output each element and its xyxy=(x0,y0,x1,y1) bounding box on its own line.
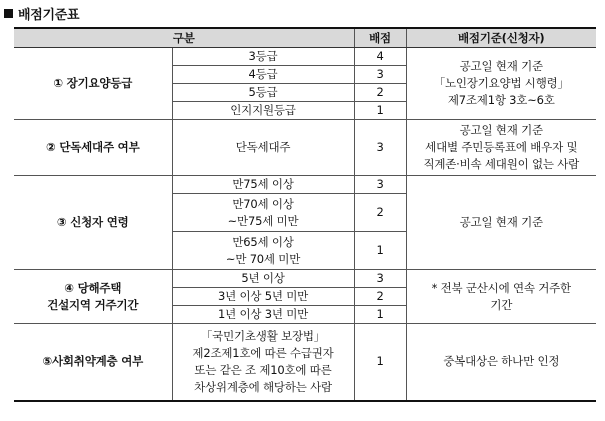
score-cell: 4 xyxy=(354,48,406,66)
category-cell xyxy=(14,48,172,120)
text-line: 인지지원등급 xyxy=(230,103,296,117)
score-cell: 2 xyxy=(354,288,406,306)
header-basis: 배점기준(신청자) xyxy=(406,28,596,48)
score-cell: 1 xyxy=(354,324,406,401)
text-line: 만75세 이상 xyxy=(232,177,294,191)
condition-cell xyxy=(172,288,354,306)
text-line: 3년 이상 5년 미만 xyxy=(217,289,309,303)
text-line: ③ 신청자 연령 xyxy=(56,215,129,229)
text-line: 3등급 xyxy=(248,49,278,63)
basis-cell xyxy=(406,324,596,401)
category-cell xyxy=(14,120,172,176)
header-score: 배점 xyxy=(354,28,406,48)
condition-cell xyxy=(172,324,354,401)
square-bullet-icon xyxy=(4,9,13,18)
text-line: 「노인장기요양법 시행령」 xyxy=(433,76,569,90)
text-line: 만65세 이상 xyxy=(232,234,294,249)
table-body xyxy=(14,48,596,401)
text-line: 만70세 이상 xyxy=(232,196,294,211)
text-line: ② 단독세대주 여부 xyxy=(45,140,140,154)
condition-cell xyxy=(172,84,354,102)
text-line: 중복대상은 하나만 인정 xyxy=(443,354,560,369)
condition-cell xyxy=(172,66,354,84)
condition-cell xyxy=(172,306,354,324)
text-line: 5등급 xyxy=(248,85,278,99)
text-line: 건설지역 거주기간 xyxy=(47,297,139,312)
text-line: 기간 xyxy=(490,297,513,312)
score-cell: 1 xyxy=(354,306,406,324)
text-line: ⑤사회취약계층 여부 xyxy=(42,354,144,369)
text-line: ④ 당해주택 xyxy=(64,280,122,295)
score-cell: 3 xyxy=(354,120,406,176)
text-line: 5년 이상 xyxy=(241,271,285,285)
condition-cell xyxy=(172,48,354,66)
text-line: 직계존·비속 세대원이 없는 사람 xyxy=(423,157,580,171)
category-cell xyxy=(14,324,172,401)
text-line: 단독세대주 xyxy=(235,140,291,154)
table-row xyxy=(14,270,596,288)
text-line: 공고일 현재 기준 xyxy=(459,59,543,73)
category-cell xyxy=(14,176,172,270)
score-cell: 3 xyxy=(354,270,406,288)
basis-cell xyxy=(406,120,596,176)
category-cell xyxy=(14,270,172,324)
table-header-row xyxy=(14,28,596,48)
table-row xyxy=(14,48,596,66)
score-cell: 3 xyxy=(354,176,406,194)
condition-cell xyxy=(172,270,354,288)
score-cell: 1 xyxy=(354,232,406,270)
condition-cell xyxy=(172,194,354,232)
text-line: 1년 이상 3년 미만 xyxy=(217,307,309,321)
text-line: 제7조제1항 3호~6호 xyxy=(447,93,555,107)
text-line: ~만75세 미만 xyxy=(227,213,299,228)
text-line: 차상위계층에 해당하는 사람 xyxy=(194,379,332,394)
basis-cell xyxy=(406,176,596,270)
condition-cell xyxy=(172,176,354,194)
text-line: 공고일 현재 기준 xyxy=(459,123,543,137)
score-cell: 3 xyxy=(354,66,406,84)
basis-cell xyxy=(406,270,596,324)
table-row xyxy=(14,176,596,194)
basis-cell xyxy=(406,48,596,120)
table-row xyxy=(14,324,596,401)
section-heading xyxy=(4,4,79,22)
text-line: ① 장기요양등급 xyxy=(53,76,133,90)
text-line: * 전북 군산시에 연속 거주한 xyxy=(431,280,571,295)
condition-cell xyxy=(172,232,354,270)
score-cell: 1 xyxy=(354,102,406,120)
heading-text: 배점기준표 xyxy=(18,7,80,23)
header-category: 구분 xyxy=(14,28,354,48)
text-line: ~만 70세 미만 xyxy=(225,251,301,266)
condition-cell xyxy=(172,102,354,120)
score-cell: 2 xyxy=(354,84,406,102)
text-line: 4등급 xyxy=(248,67,278,81)
text-line: 또는 같은 조 제10호에 따른 xyxy=(194,362,332,377)
text-line: 공고일 현재 기준 xyxy=(459,215,543,229)
score-cell: 2 xyxy=(354,194,406,232)
scoring-criteria-table xyxy=(14,27,596,402)
text-line: 제2조제1호에 따른 수급권자 xyxy=(192,345,334,360)
condition-cell xyxy=(172,120,354,176)
table-row xyxy=(14,120,596,176)
text-line: 「국민기초생활 보장법」 xyxy=(200,328,326,343)
text-line: 세대별 주민등록표에 배우자 및 xyxy=(425,140,578,154)
